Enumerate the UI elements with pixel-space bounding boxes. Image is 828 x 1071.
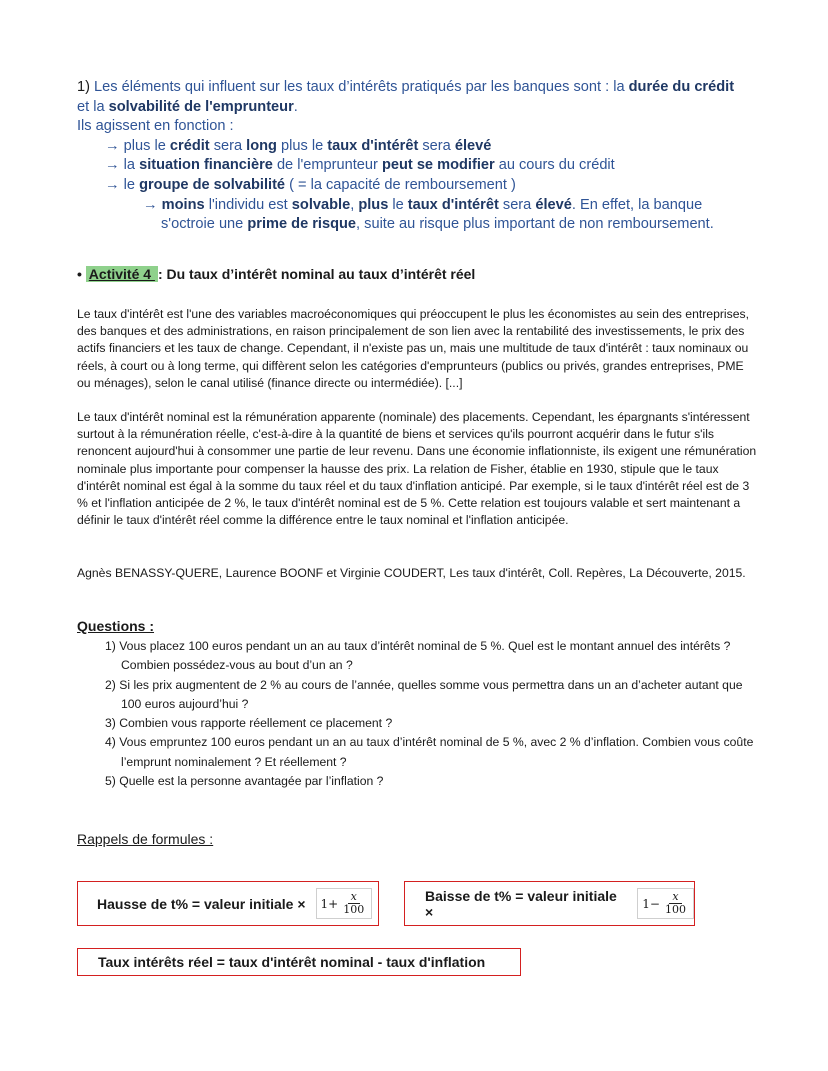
question-item: 5) Quelle est la personne avantagée par l’inflation ? [105,774,384,789]
arrow-icon: → [143,196,162,213]
question-item: 4) Vous empruntez 100 euros pendant un an au taux d’intérêt nominal de 5 %, avec 2 % d’inflation. Combien vous coûte l’emprunt nominalement ? Et réellement ? [105,735,754,769]
arrow-icon: → [105,176,124,193]
formulas-title: Rappels de formules : [77,831,214,847]
questions-title: Questions : [77,618,155,634]
intro-line-2: et la solvabilité de l'emprunteur. [77,98,298,115]
bullet-prime-risque: s'octroie une prime de risque, suite au risque plus important de non remboursement. [161,216,714,233]
bullet-icon: • [77,266,86,282]
fraction: $\frac{x}{100}$ [665,890,686,916]
paragraph-1: Le taux d'intérêt est l'une des variables macroéconomiques qui préoccupent le plus les économistes au sein des entreprises, des banques et des administrations, en raison principalement de son lien avec la rentabilité des investissements, le prix des actifs financiers et les taux de change. Cependant, il n'existe pas un, mais une multitude de taux d'intérêt : taux nominaux ou réels, à court ou à long terme, qui diffèrent selon les catégories d'emprunteurs (publics ou privés, grandes entreprises, PME ou ménages), selon le canal utilisé (finance directe ou intermédiée). [...] [77,307,749,390]
activity-heading [77,266,475,282]
arrow-icon: → [105,137,124,154]
questions-list [105,637,765,791]
intro-line-1: 1) Les éléments qui influent sur les taux d’intérêts pratiqués par les banques sont : la durée du crédit [77,79,735,95]
activity-title: : Du taux d’intérêt nominal au taux d’intérêt réel [157,266,476,282]
bullet-situation: → la situation financière de l'emprunteur peut se modifier au cours du crédit [105,157,615,174]
intro-line-3: Ils agissent en fonction : [77,118,234,135]
formula-baisse-expression: 1− $\frac{x}{100}$ [637,888,694,919]
formula-baisse-box [404,881,695,926]
fraction: $\frac{x}{100}$ [343,890,365,916]
question-item: 1) Vous placez 100 euros pendant un an au taux d’intérêt nominal de 5 %. Quel est le montant annuel des intérêts ? Combien possédez-vous au bout d’un an ? [105,639,731,673]
bullet-solvabilite: → le groupe de solvabilité ( = la capacité de remboursement ) [105,176,516,193]
question-item: 3) Combien vous rapporte réellement ce placement ? [105,716,393,731]
formula-reel-label: Taux intérêts réel = taux d'intérêt nominal - taux d'inflation [98,954,486,970]
bullet-moins-solvable: → moins l'individu est solvable, plus le taux d'intérêt sera élevé. En effet, la banque [143,196,703,213]
activity-label: Activité 4 [86,266,158,282]
formula-hausse-expression: 1+ $\frac{x}{100}$ [316,888,373,919]
paragraph-2: Le taux d'intérêt nominal est la rémunération apparente (nominale) des placements. Cependant, les épargnants s'intéressent surtout à la rémunération réelle, c'est-à-dire à la quantité de biens et services qu'ils pourront acquérir dans le futur s'ils renoncent aujourd'hui à consommer une partie de leur revenu. Dans une économie inflationniste, ils exigent une rémunération nominale plus importante pour compenser la hausse des prix. La relation de Fisher, établie en 1930, stipule que le taux d'intérêt nominal est égal à la somme du taux réel et du taux d'inflation anticipé. Par exemple, si le taux d'intérêt réel est de 3 % et l'inflation anticipée de 2 %, le taux d'intérêt nominal est de 5 %. Cette relation est toujours valable et sert maintenant a définir le taux d'intérêt réel comme la différence entre le taux nominal et l'inflation anticipée. [77,410,757,528]
formula-reel-box [77,948,521,976]
intro-section [77,78,777,235]
formula-baisse-label: Baisse de t% = valeur initiale × [425,887,617,920]
arrow-icon: → [105,157,124,174]
formula-hausse-box [77,881,379,926]
question-item: 2) Si les prix augmentent de 2 % au cours de l’année, quelles somme vous permettra dans un an d’acheter autant que 100 euros aujourd’hui ? [105,677,743,711]
formula-hausse-label: Hausse de t% = valeur initiale × [97,895,306,912]
bullet-credit-long: → plus le crédit sera long plus le taux d'intérêt sera élevé [105,137,492,154]
source-citation: Agnès BENASSY-QUERE, Laurence BOONF et Virginie COUDERT, Les taux d'intérêt, Coll. Repères, La Découverte, 2015. [77,566,746,580]
